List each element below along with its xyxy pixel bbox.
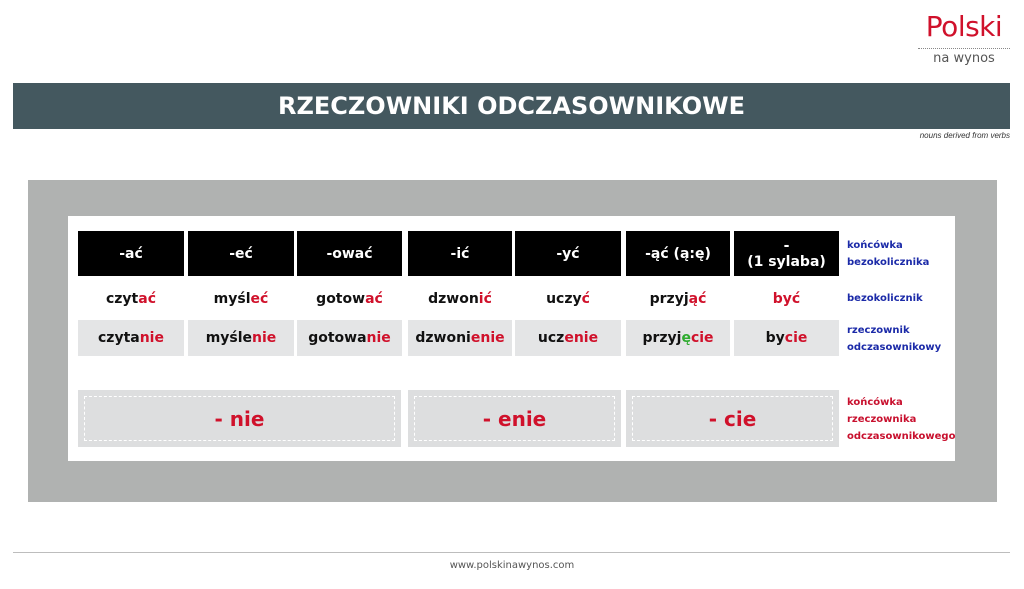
verb-uczyc — [515, 287, 621, 311]
header-cell-ac: -ać — [78, 231, 184, 276]
ending-box-border — [414, 396, 615, 441]
noun-myslenie — [188, 320, 294, 356]
header-cell-ec: -eć — [188, 231, 294, 276]
label-noun-ending — [847, 394, 955, 445]
noun-ending: enie — [564, 330, 599, 346]
ending-box-cie — [626, 390, 839, 447]
label-line: końcówka — [847, 397, 903, 408]
verb-stem: dzwon — [428, 291, 479, 307]
verb-ending: eć — [250, 291, 269, 307]
noun-bycie — [734, 320, 839, 356]
ending-box-border — [84, 396, 395, 441]
logo-subtitle: na wynos — [933, 51, 995, 66]
noun-stem: ucz — [537, 330, 565, 346]
noun-uczenie — [515, 320, 621, 356]
ending-box-border — [632, 396, 833, 441]
verb-myslec — [188, 287, 294, 311]
label-infinitive: bezokolicznik — [847, 293, 923, 304]
header-cell-ic: -ić — [408, 231, 512, 276]
ending-text: - nie — [214, 406, 265, 431]
label-line: rzeczownik — [847, 325, 910, 336]
verb-stem: gotow — [316, 291, 366, 307]
noun-gotowanie — [297, 320, 402, 356]
label-line: bezokolicznika — [847, 257, 930, 268]
verb-ending: ać — [138, 291, 156, 307]
header-cell-owac: -ować — [297, 231, 402, 276]
verb-dzwonic — [408, 287, 512, 311]
verb-ending: ić — [478, 291, 492, 307]
verb-stem: uczy — [546, 291, 582, 307]
noun-ending: cie — [784, 330, 808, 346]
ending-box-enie — [408, 390, 621, 447]
noun-stem: by — [765, 330, 785, 346]
verb-czytac — [78, 287, 184, 311]
noun-czytanie — [78, 320, 184, 356]
verb-przyjac — [626, 287, 730, 311]
noun-dzwonienie — [408, 320, 512, 356]
noun-przyjecie — [626, 320, 730, 356]
noun-stem: czyta — [98, 330, 140, 346]
noun-ending: cie — [690, 330, 714, 346]
header-cell-one-syllable — [734, 231, 839, 276]
brand-logo — [918, 12, 1010, 66]
noun-stem: dzwoni — [415, 330, 471, 346]
label-line: odczasownikowy — [847, 342, 942, 353]
verb-ending: ąć — [688, 291, 707, 307]
footer-url: www.polskinawynos.com — [449, 560, 575, 571]
noun-ending: nie — [366, 330, 391, 346]
verb-gotowac — [297, 287, 402, 311]
logo-title: Polski — [925, 10, 1003, 43]
verb-stem: przyj — [649, 291, 689, 307]
header-dash: - — [783, 237, 790, 254]
ending-box-nie — [78, 390, 401, 447]
page-title: RZECZOWNIKI ODCZASOWNIKOWE — [13, 83, 1010, 129]
verb-stem: myśl — [213, 291, 251, 307]
label-infinitive-ending — [847, 237, 929, 271]
noun-stem: przyj — [642, 330, 682, 346]
label-line: końcówka — [847, 240, 903, 251]
page-subtitle: nouns derived from verbs — [919, 131, 1010, 140]
verb-ending: ać — [365, 291, 383, 307]
ending-text: - cie — [708, 406, 757, 431]
noun-ending: enie — [470, 330, 505, 346]
noun-stem: gotowa — [308, 330, 367, 346]
logo-divider — [918, 48, 1010, 49]
label-line: odczasownikowego — [847, 431, 956, 442]
noun-ending: nie — [139, 330, 164, 346]
verb-byc — [734, 287, 839, 311]
noun-stem: myśle — [205, 330, 253, 346]
footer-divider — [13, 552, 1010, 553]
ending-text: - enie — [482, 406, 547, 431]
noun-ending: nie — [252, 330, 277, 346]
header-cell-ac-nasal: -ąć (ą:ę) — [626, 231, 730, 276]
verb-ending: być — [772, 291, 801, 307]
label-verbal-noun — [847, 322, 941, 356]
label-line: rzeczownika — [847, 414, 917, 425]
verb-ending: ć — [581, 291, 590, 307]
header-cell-yc: -yć — [515, 231, 621, 276]
header-one-syllable: (1 sylaba) — [747, 253, 826, 270]
verb-stem: czyt — [105, 291, 139, 307]
noun-vowel: ę — [681, 330, 691, 346]
